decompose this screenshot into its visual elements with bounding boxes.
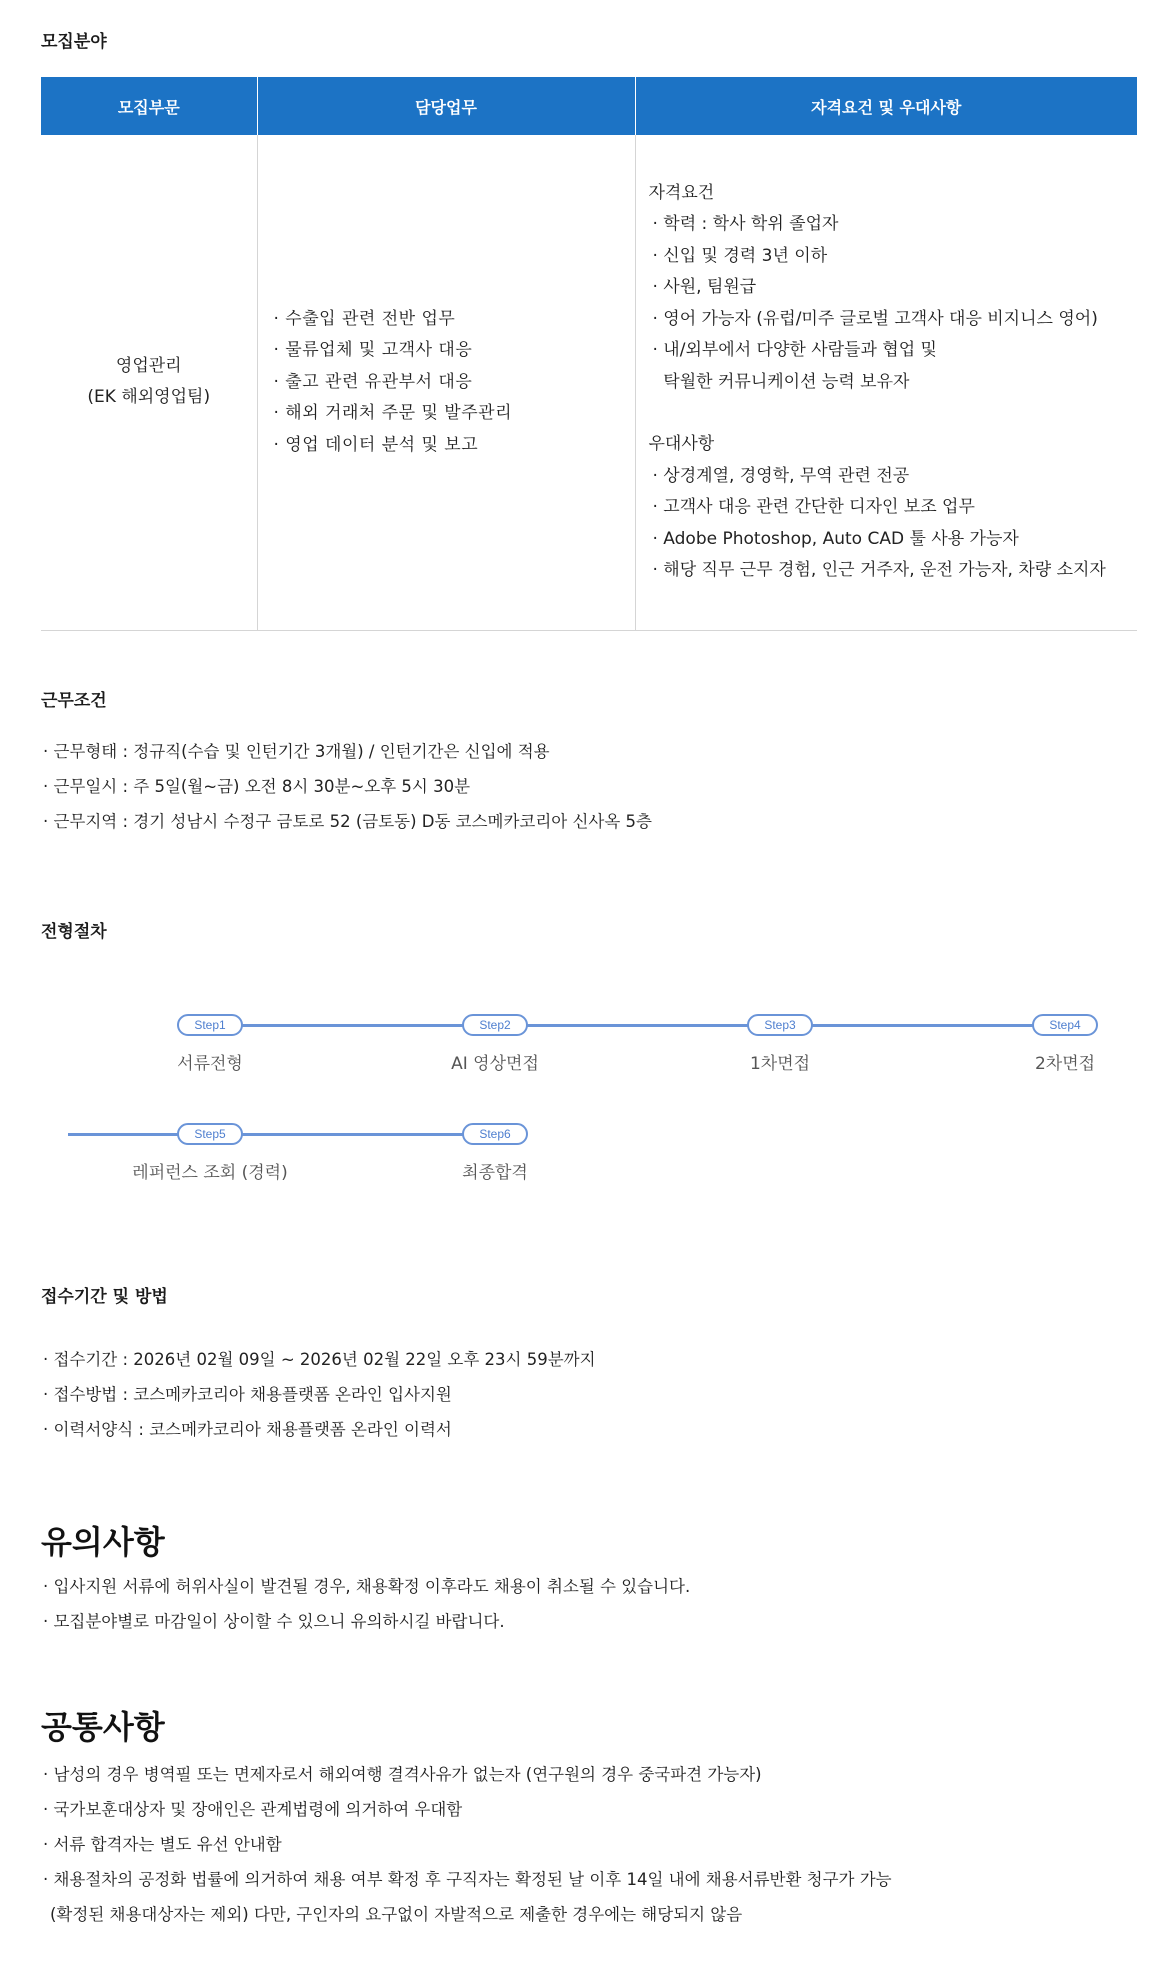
preferences-list <box>649 461 1138 587</box>
list-item: · 물류업체 및 고객사 대응 <box>273 340 473 360</box>
step-badge-1: Step1 <box>177 1014 243 1036</box>
recruit-field-title: 모집분야 <box>41 32 107 52</box>
step-label-1: 서류전형 <box>177 1054 243 1074</box>
list-item: · 서류 합격자는 별도 유선 안내함 <box>43 1835 282 1854</box>
list-item: · 사원, 팀원급 <box>652 277 757 298</box>
table-row <box>41 135 1137 630</box>
recruit-table <box>41 77 1137 631</box>
dept-name: 영업관리 <box>115 356 182 377</box>
application-list <box>43 1342 596 1447</box>
list-item: · 영어 가능자 (유럽/미주 글로벌 고객사 대응 비지니스 영어) <box>652 308 1098 329</box>
list-item: · 이력서양식 : 코스메카코리아 채용플랫폼 온라인 이력서 <box>43 1420 452 1439</box>
notice-list <box>43 1569 690 1639</box>
qualifications-title: 자격요건 <box>648 182 715 203</box>
list-item: · 학력 : 학사 학위 졸업자 <box>652 214 839 235</box>
list-item: · Adobe Photoshop, Auto CAD 툴 사용 가능자 <box>652 528 1019 549</box>
list-item: · 고객사 대응 관련 간단한 디자인 보조 업무 <box>652 497 975 518</box>
step-label-4: 2차면접 <box>1034 1054 1096 1074</box>
step-label-5: 레퍼런스 조회 (경력) <box>132 1163 288 1183</box>
application-title: 접수기간 및 방법 <box>41 1287 168 1307</box>
list-item: · 접수방법 : 코스메카코리아 채용플랫폼 온라인 입사지원 <box>43 1385 452 1404</box>
step-label-6: 최종합격 <box>462 1163 528 1183</box>
list-item: · 모집분야별로 마감일이 상이할 수 있으니 유의하시길 바랍니다. <box>43 1612 505 1631</box>
list-item: · 근무일시 : 주 5일(월~금) 오전 8시 30분~오후 5시 30분 <box>43 777 471 796</box>
work-conditions-title: 근무조건 <box>41 691 107 711</box>
work-conditions-list <box>43 734 652 839</box>
process-line-row2 <box>68 1133 498 1136</box>
table-header-row <box>41 77 1137 135</box>
list-item: · 해당 직무 근무 경험, 인근 거주자, 운전 가능자, 차량 소지자 <box>652 560 1106 581</box>
process-line-row1 <box>210 1024 1068 1027</box>
list-item: · 접수기간 : 2026년 02월 09일 ~ 2026년 02월 22일 오후 23시 59분까지 <box>43 1350 596 1369</box>
list-item: · 근무형태 : 정규직(수습 및 인턴기간 3개월) / 인턴기간은 신입에 적용 <box>43 742 550 761</box>
list-item: · 해외 거래처 주문 및 발주관리 <box>273 403 512 423</box>
list-item: · 출고 관련 유관부서 대응 <box>273 371 473 392</box>
duty-list <box>274 304 635 462</box>
process-title: 전형절차 <box>41 922 107 942</box>
preferences-title: 우대사항 <box>648 434 715 455</box>
list-item: · 근무지역 : 경기 성남시 수정구 금토로 52 (금토동) D동 코스메카코리아 신사옥 5층 <box>43 812 652 831</box>
step-badge-4: Step4 <box>1032 1014 1098 1036</box>
common-list <box>43 1757 892 1932</box>
step-badge-5: Step5 <box>177 1123 243 1145</box>
list-item: · 채용절차의 공정화 법률에 의거하여 채용 여부 확정 후 구직자는 확정된 날 이후 14일 내에 채용서류반환 청구가 가능 <box>43 1870 892 1889</box>
list-item: · 국가보훈대상자 및 장애인은 관계법령에 의거하여 우대함 <box>43 1800 463 1819</box>
header-qualification: 자격요건 및 우대사항 <box>635 77 1137 135</box>
header-duty: 담당업무 <box>257 77 635 135</box>
list-item: · 입사지원 서류에 허위사실이 발견될 경우, 채용확정 이후라도 채용이 취소될 수 있습니다. <box>43 1577 691 1596</box>
qualifications-list <box>649 209 1138 398</box>
common-title: 공통사항 <box>41 1708 165 1746</box>
list-item: · 수출입 관련 전반 업무 <box>273 308 456 329</box>
list-item: · 신입 및 경력 3년 이하 <box>652 245 828 266</box>
dept-team: (EK 해외영업팀) <box>87 387 211 408</box>
list-item: · 영업 데이터 분석 및 보고 <box>273 434 479 455</box>
duty-cell <box>257 135 635 630</box>
dept-cell <box>41 135 257 630</box>
notice-title: 유의사항 <box>41 1523 165 1561</box>
step-badge-2: Step2 <box>462 1014 528 1036</box>
list-item: · 남성의 경우 병역필 또는 면제자로서 해외여행 결격사유가 없는자 (연구원의 경우 중국파견 가능자) <box>43 1765 762 1784</box>
list-item: · 내/외부에서 다양한 사람들과 협업 및 <box>652 340 937 361</box>
list-item: (확정된 채용대상자는 제외) 다만, 구인자의 요구없이 자발적으로 제출한 경우에는 해당되지 않음 <box>50 1905 743 1924</box>
header-dept: 모집부문 <box>41 77 257 135</box>
step-label-3: 1차면접 <box>749 1054 811 1074</box>
step-label-2: AI 영상면접 <box>451 1054 539 1074</box>
list-item: 탁월한 커뮤니케이션 능력 보유자 <box>652 371 910 392</box>
step-badge-3: Step3 <box>747 1014 813 1036</box>
step-badge-6: Step6 <box>462 1123 528 1145</box>
qualification-cell <box>635 135 1137 630</box>
list-item: · 상경계열, 경영학, 무역 관련 전공 <box>652 465 910 486</box>
